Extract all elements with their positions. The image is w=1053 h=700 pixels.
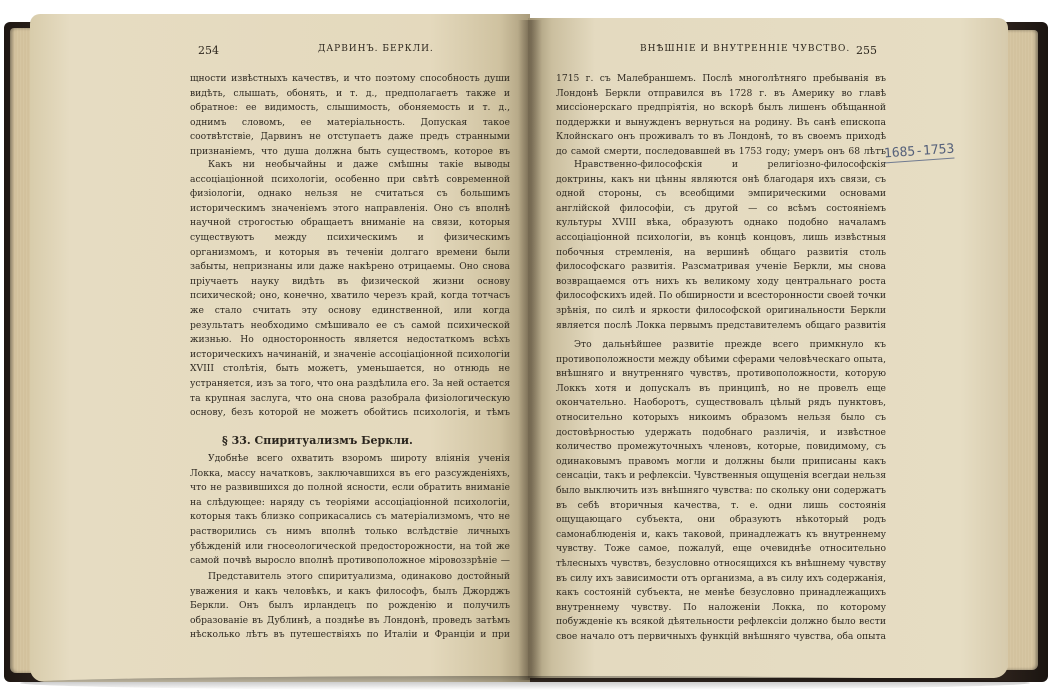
right-page-number: 255 xyxy=(856,44,877,57)
right-paragraph-3: Это дальнѣйшее развитіе прежде всего примкнуло къ противоположности между обѣими сферами человѣческаго опыта, внѣшняго и внутренняго чувствъ, противоположности, которую Локкъ хотя и допускалъ въ принципѣ, но не провелъ еще окончательно. Наоборотъ, существовалъ цѣлый рядъ пунктовъ, относительно которыхъ никоимъ образомъ нельзя было съ достовѣрностью удержать подобнаго различія, и извѣстное количество промежуточныхъ членовъ, которые, повидимому, съ одинаковымъ правомъ могли и должны были приписаны какъ сенсаціи, такъ и рефлексіи. Чувственныя ощущенія всегдаи нельзя было выключить изъ внѣшняго чувства: по скольку они содержатъ въ себѣ вторичныя качества, т. е. одни лишь состоянія ощущающаго субъекта, они образуютъ нѣкоторый родъ самонаблюденія и, какъ таковой, принадлежатъ къ внутреннему чувству. Тоже самое, пожалуй, еще очевиднѣе относительно тѣлесныхъ чувствъ, безусловно относящихся къ внѣшнему чувству въ силу ихъ зависимости отъ организма, а въ силу ихъ содержанія, какъ состояній субъекта, не менѣе безусловно принадлежащихъ внутреннему чувству. По наложеніи Локка, по которому побужденіе къ всякой дѣятельности рефлексіи должно было вести свое начало отъ первичныхъ функцій внѣшняго чувства, оба опыта xyxy=(556,339,886,642)
left-page-number: 254 xyxy=(198,44,219,57)
book-gutter xyxy=(518,20,542,680)
left-paragraph-3: Удобнѣе всего охватить взоромъ широту вліянія ученія Локка, массу начатковъ, заключавшихся въ его разсужденіяхъ, что не развившихся до полной ясности, если обратить вниманіе на слѣдующее: наряду съ теоріями ассоціаціонной психологіи, которыя такъ близко соприкасались съ матеріализмомъ, что не растворились съ нимъ вполнѣ только вслѣдствіе личныхъ убѣжденій или гносеологической предосторожности, на той же самой почвѣ выросло вполнѣ противоположное міровоззрѣніе — xyxy=(190,453,510,567)
section-title: § 33. Спиритуализмъ Беркли. xyxy=(222,434,413,447)
left-paragraph-2: Какъ ни необычайны и даже смѣшны такіе выводы ассоціаціонной психологіи, особенно при свѣтѣ современной физіологіи, однако нельзя не считаться съ большимъ историческимъ значеніемъ этого направленія. Оно съ вполнѣ научной строгостью обращаетъ вниманіе на связи, которыя существуютъ между психическимъ и физическимъ организмомъ, и которыя въ теченіи долгаго времени были забыты, непризнаны или даже накѣрено отрицаемы. Оно снова пріучаетъ науку видѣть въ физической жизни основу психической; оно, конечно, хватило черезъ край, когда тотчасъ же стало считать эту основу единственной, или когда результатъ необходимо смѣшивало ее съ самой психической жизнью. Но односторонность является недостаткомъ всѣхъ историческихъ начинаній, и значеніе ассоціаціонной психологіи XVIII столѣтія, быть можетъ, уменьшается, но отнюдь не устраняется, изъ за того, что она раздѣлила его. За ней остается та крупная заслуга, что она снова разобрала физіологическую основу, безъ которой не можетъ обойтись психологія, и тѣмъ xyxy=(190,159,510,419)
left-text-bottom xyxy=(190,452,510,642)
bottom-shadow xyxy=(20,676,1030,690)
right-text xyxy=(556,72,886,644)
left-paragraph-1: щности извѣстныхъ качествъ, и что поэтому способность души видѣть, слышать, обонять, и т. д., предполагаетъ также и обратное: ее видимость, слышимость, обоняемость и т. д., однимъ словомъ, ее матеріальность. Допуская такое соотвѣтствіе, Дарвинъ не отступаетъ даже предъ странными признаніемъ, что душа должна быть существомъ, которое въ xyxy=(190,73,510,157)
right-running-head: ВНѢШНІЕ И ВНУТРЕННІЕ ЧУВСТВО. xyxy=(640,44,851,54)
right-paragraph-2: Нравственно-философскія и религіозно-философскія доктрины, какъ ни цѣнны являются онѣ благодаря ихъ связи, съ одной стороны, съ всеобщими эмпирическими основами англійской философіи, съ другой — со всѣмъ состояніемъ культуры XVIII вѣка, образуютъ однако подобно началамъ ассоціаціонной психологіи, въ концѣ концовъ, лишь извѣстныя побочныя стремленія, на вершинѣ общаго развитія столь философскаго развитія. Разсматривая ученіе Беркли, мы снова возвращаемся отъ нихъ къ великому ходу центральнаго роста философскихъ идей. По обширности и всесторонности своей точки зрѣнія, по силѣ и яркости философской оригинальности Беркли является послѣ Локка первымъ представителемъ общаго развитія xyxy=(556,159,886,331)
left-running-head: ДАРВИНЪ. БЕРКЛИ. xyxy=(318,44,434,54)
right-paragraph-1: 1715 г. съ Малебраншемъ. Послѣ многолѣтняго пребыванія въ Лондонѣ Беркли отправился въ 1728 г. въ Америку во главѣ миссіонерскаго предпріятія, но вскорѣ былъ лишенъ обѣщанной поддержки и вынужденъ вернуться на родину. Въ санѣ епископа Клойнскаго онъ проживалъ то въ Лондонѣ, то въ своемъ приходѣ до самой смерти, последовавшей въ 1753 году; умеръ онъ 68 лѣтъ xyxy=(556,73,886,157)
left-text-top xyxy=(190,72,510,420)
handwritten-dates-note: 1685-1753 xyxy=(883,141,955,162)
left-paragraph-4: Представитель этого спиритуализма, одинаково достойный уважения и какъ человѣкъ, и какъ философъ, былъ Джорджъ Беркли. Онъ былъ ирландецъ по рожденію и получилъ образованіе въ Дублинѣ, а позднѣе въ Лондонѣ, проведъ затѣмъ нѣсколько лѣтъ въ путешествіяхъ по Италіи и Франціи и при xyxy=(190,571,510,641)
